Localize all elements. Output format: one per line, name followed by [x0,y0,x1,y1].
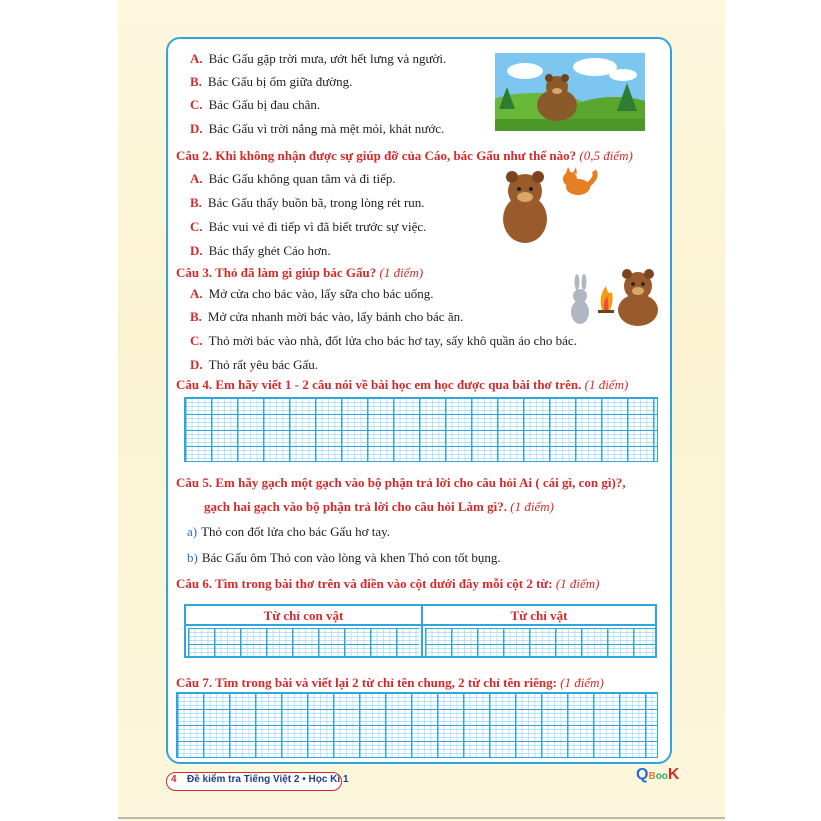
q6-objects-writing-grid[interactable] [425,628,655,656]
q1-option-b: B. Bác Gấu bị ốm giữa đường. [190,74,353,89]
bear-landscape-illustration [495,53,645,131]
q2-option-c: C. Bác vui vẻ đi tiếp vì đã biết trước sự việc. [190,219,427,234]
q1-option-c: C. Bác Gấu bị đau chân. [190,97,321,112]
q2-option-d: D. Bác thấy ghét Cáo hơn. [190,243,331,258]
q7-title: Câu 7. Tìm trong bài và viết lại 2 từ chỉ tên chung, 2 từ chỉ tên riêng: (1 điểm) [176,675,604,690]
q1-option-d: D. Bác Gấu vì trời nắng mà mệt mỏi, khát nước. [190,121,445,136]
q6-answer-table [184,604,657,658]
q5-item-b: b) Bác Gấu ôm Thỏ con vào lòng và khen Thỏ con tốt bụng. [187,550,501,565]
q6-animals-writing-grid[interactable] [188,628,419,656]
footer-title: Đề kiểm tra Tiếng Việt 2 • Học Kì 1 [187,774,349,785]
page-number: 4 [171,774,177,785]
q2-option-b: B. Bác Gấu thấy buồn bã, trong lòng rét run. [190,195,425,210]
q5-title-line1: Câu 5. Em hãy gạch một gạch vào bộ phận trả lời cho câu hỏi Ai ( cái gì, con gì)?, [176,475,626,490]
q2-option-a: A. Bác Gấu không quan tâm và đi tiếp. [190,171,396,186]
q6-column-objects: Từ chỉ vật [510,608,568,623]
q3-option-a: A. Mở cửa cho bác vào, lấy sữa cho bác uống. [190,286,434,301]
brand-logo: QBooK [636,766,680,783]
q4-writing-grid[interactable] [184,397,658,462]
q6-column-divider [421,606,423,656]
q6-column-animals: Từ chỉ con vật [263,608,344,623]
q7-writing-grid[interactable] [176,692,658,758]
q4-title: Câu 4. Em hãy viết 1 - 2 câu nói về bài học em học được qua bài thơ trên. (1 điểm) [176,377,629,392]
q1-option-a: A. Bác Gấu gặp trời mưa, ướt hết lưng và người. [190,51,447,66]
q6-title: Câu 6. Tìm trong bài thơ trên và điền vào cột dưới đây mỗi cột 2 từ: (1 điểm) [176,576,600,591]
q3-option-d: D. Thỏ rất yêu bác Gấu. [190,357,319,372]
bottom-rule [118,817,725,819]
q3-title: Câu 3. Thỏ đã làm gì giúp bác Gấu? (1 điểm) [176,265,424,280]
rabbit-fire-bear-illustration [566,266,660,328]
q3-option-b: B. Mở cửa nhanh mời bác vào, lấy bánh cho bác ăn. [190,309,464,324]
q5-item-a: a) Thỏ con đốt lửa cho bác Gấu hơ tay. [187,524,390,539]
q3-option-c: C. Thỏ mời bác vào nhà, đốt lửa cho bác hơ tay, sấy khô quần áo cho bác. [190,333,577,348]
q2-title: Câu 2. Khi không nhận được sự giúp đỡ của Cáo, bác Gấu như thế nào? (0,5 điểm) [176,148,633,163]
q5-title-line2: gạch hai gạch vào bộ phận trả lời cho câu hỏi Làm gì?. (1 điểm) [204,499,554,514]
sad-bear-fox-illustration [500,167,600,245]
